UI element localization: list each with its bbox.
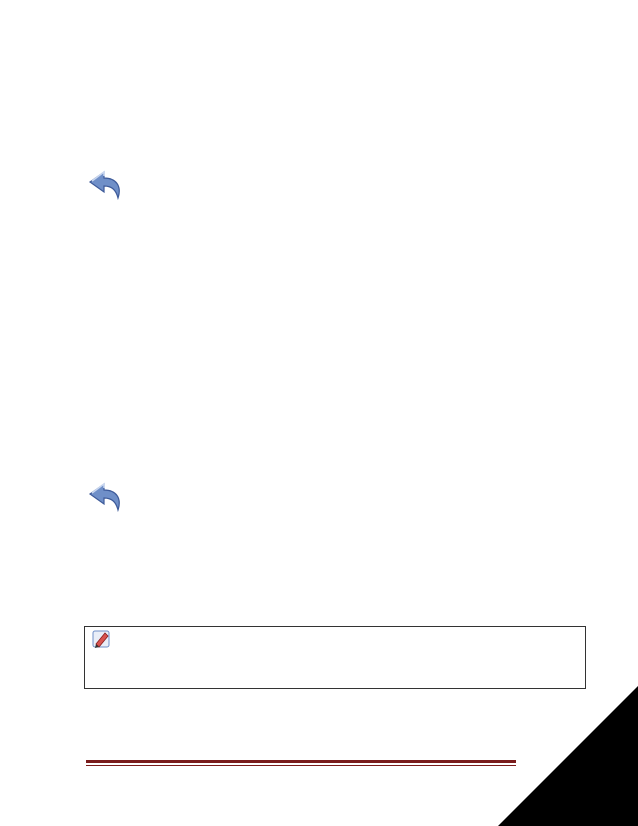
footer-rule xyxy=(86,760,516,763)
note-pencil-icon xyxy=(91,628,115,650)
back-arrow-icon xyxy=(88,480,128,514)
teacher-note-box xyxy=(84,626,586,689)
footer-rule-thin xyxy=(86,765,516,766)
page-corner-triangle xyxy=(498,686,638,826)
review-3-heading xyxy=(88,168,288,214)
review-4-heading xyxy=(88,480,288,526)
back-arrow-icon xyxy=(88,168,128,202)
